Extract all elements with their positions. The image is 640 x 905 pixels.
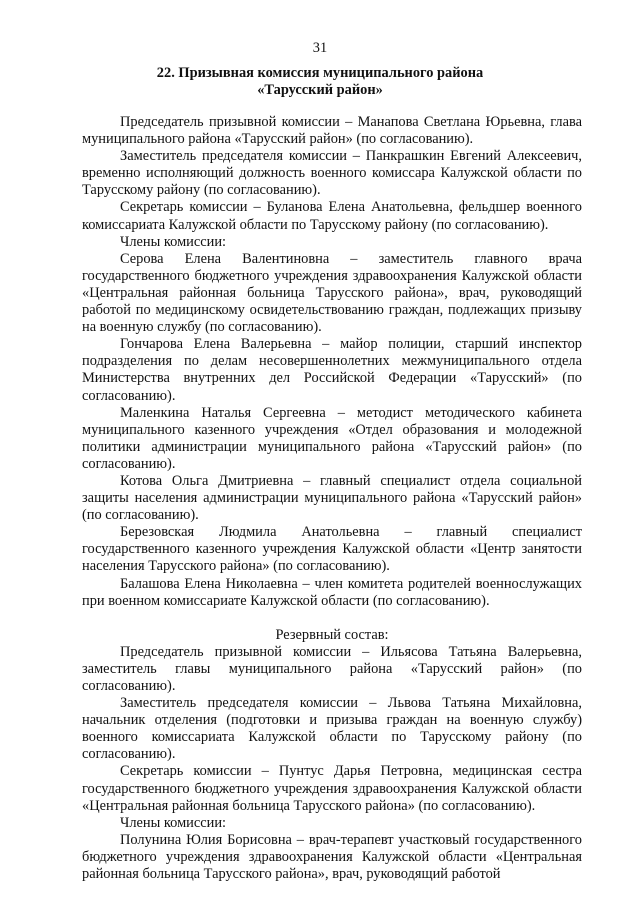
document-body [82,114,582,883]
paragraph-member: Балашова Елена Николаевна – член комитета родителей военнослужащих при военном комиссариате Калужской области (по согласованию). [82,575,582,609]
reserve-heading: Резервный состав: [275,626,389,643]
paragraph-reserve-secretary: Секретарь комиссии – Пунтус Дарья Петровна, медицинская сестра государственного бюджетного учреждения здравоохранения Калужской области «Центральная районная больница Тарусского района» (по согласованию). [82,763,582,814]
paragraph-member: Березовская Людмила Анатольевна – главный специалист государственного казенного учреждения Калужской области «Центр занятости населения Тарусского района» (по согласованию). [82,524,582,575]
paragraph-chairman: Председатель призывной комиссии – Манапова Светлана Юрьевна, глава муниципального района «Тарусский район» (по согласованию). [82,114,582,148]
heading-line-2: «Тарусский район» [257,82,383,99]
paragraph-member: Гончарова Елена Валерьевна – майор полиции, старший инспектор подразделения по делам несовершеннолетних межмуниципального отдела Министерства внутренних дел Российской Федерации «Тарусский» (по согласованию). [82,336,582,404]
paragraph-members-label: Члены комиссии: [120,233,227,250]
paragraph-member: Маленкина Наталья Сергеевна – методист методического кабинета муниципального казенного учреждения «Отдел образования и молодежной политики администрации муниципального района «Тарусский район» (по согласованию). [82,404,582,472]
heading-line-1: 22. Призывная комиссия муниципального района [156,65,484,81]
paragraph-deputy: Заместитель председателя комиссии – Панкрашкин Евгений Алексеевич, временно исполняющий должность военного комиссара Калужской области по Тарусскому району (по согласованию). [82,148,582,199]
paragraph-reserve-chairman: Председатель призывной комиссии – Ильясова Татьяна Валерьевна, заместитель главы муниципального района «Тарусский район» (по согласованию). [82,643,582,694]
paragraph-reserve-member: Полунина Юлия Борисовна – врач-терапевт участковый государственного бюджетного учреждения здравоохранения Калужской области «Центральная районная больница Тарусского района», врач, руководящий работой [82,831,582,883]
paragraph-reserve-members-label: Члены комиссии: [120,814,227,831]
section-spacer [82,610,582,627]
paragraph-member: Серова Елена Валентиновна – заместитель главного врача государственного бюджетного учреждения здравоохранения Калужской области «Центральная районная больница Тарусского района», врач, руководящий работой по медицинскому освидетельствованию граждан, подлежащих призыву на военную службу (по согласованию). [82,250,582,336]
paragraph-reserve-deputy: Заместитель председателя комиссии – Львова Татьяна Михайловна, начальник отделения (подготовки и призыва граждан на военную службу) военного комиссариата Калужской области по Тарусскому району (по согласованию). [82,695,582,763]
paragraph-member: Котова Ольга Дмитриевна – главный специалист отдела социальной защиты населения администрации муниципального района «Тарусский район» (по согласованию). [82,472,582,524]
page-number: 31 [312,40,328,56]
paragraph-secretary: Секретарь комиссии – Буланова Елена Анатольевна, фельдшер военного комиссариата Калужской области по Тарусскому району (по согласованию). [82,199,582,233]
section-heading [0,65,640,99]
